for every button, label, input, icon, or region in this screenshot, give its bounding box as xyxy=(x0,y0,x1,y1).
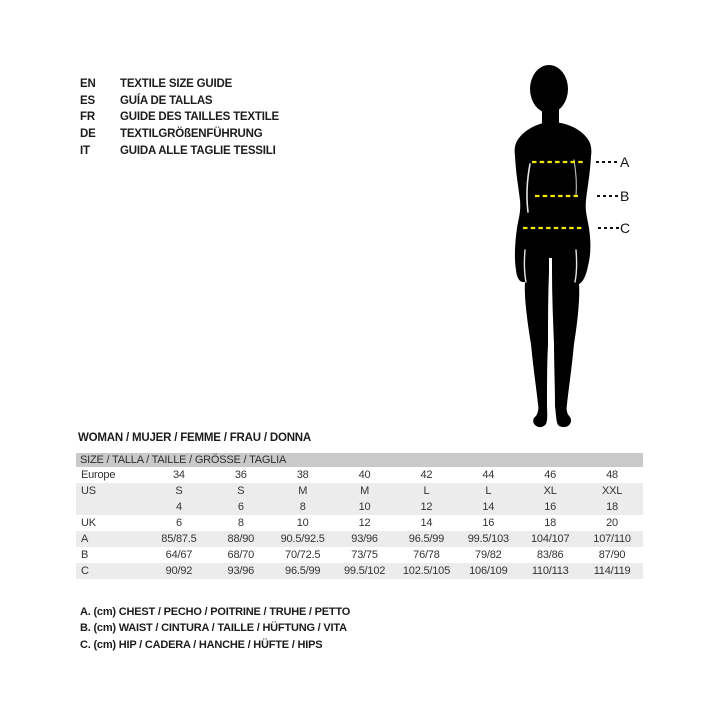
size-table-row xyxy=(76,515,643,531)
size-value: 10 xyxy=(358,501,371,513)
size-value: 96.5/99 xyxy=(408,533,445,545)
size-value: 46 xyxy=(544,469,557,481)
size-value: 16 xyxy=(482,517,495,529)
size-value: L xyxy=(485,485,492,497)
language-code: DE xyxy=(80,128,96,141)
size-value: S xyxy=(175,485,183,497)
size-value: 114/119 xyxy=(593,565,631,577)
size-value: 36 xyxy=(234,469,247,481)
legend-item: A. (cm) CHEST / PECHO / POITRINE / TRUHE / PETTO xyxy=(80,606,351,618)
language-code: ES xyxy=(80,94,95,107)
row-label: B xyxy=(81,549,89,561)
body-measurement-figure xyxy=(475,52,645,432)
size-value: 16 xyxy=(544,501,557,513)
size-table-body xyxy=(76,467,643,579)
size-value: 70/72.5 xyxy=(285,549,321,561)
language-label: TEXTILE SIZE GUIDE xyxy=(120,78,233,90)
size-value: 14 xyxy=(420,517,433,529)
size-value: 48 xyxy=(606,469,618,481)
size-value: 12 xyxy=(420,501,433,513)
language-code: IT xyxy=(80,144,90,157)
size-value: 73/75 xyxy=(351,549,378,561)
size-table-row xyxy=(76,499,643,515)
legend-item: B. (cm) WAIST / CINTURA / TAILLE / HÜFTUNG / VITA xyxy=(80,622,347,635)
measurement-legend xyxy=(80,604,350,653)
size-value: 6 xyxy=(175,517,182,529)
size-value: 34 xyxy=(173,469,185,481)
size-value: 42 xyxy=(420,469,433,481)
size-value: 90/92 xyxy=(165,565,193,577)
row-label: US xyxy=(81,485,96,497)
measure-label-b: B xyxy=(620,188,630,204)
size-value: 107/110 xyxy=(593,533,631,545)
size-value: S xyxy=(237,485,245,497)
language-row xyxy=(80,93,279,110)
size-value: 85/87.5 xyxy=(161,533,197,545)
silhouette-body xyxy=(515,122,592,427)
language-label: GUIDE DES TAILLES TEXTILE xyxy=(120,111,279,124)
language-row xyxy=(80,109,279,126)
language-label: GUÍA DE TALLAS xyxy=(120,94,213,107)
size-value: 20 xyxy=(606,517,618,529)
size-table xyxy=(76,453,643,579)
size-value: 110/113 xyxy=(531,565,569,577)
size-value: 93/96 xyxy=(351,533,378,545)
size-value: 14 xyxy=(482,501,495,513)
measure-label-a: A xyxy=(620,154,630,170)
size-value: 102.5/105 xyxy=(402,565,450,577)
size-value: 40 xyxy=(358,469,371,481)
size-value: 76/78 xyxy=(413,549,440,561)
row-label: C xyxy=(81,565,89,577)
size-table-header: SIZE / TALLA / TAILLE / GRÖSSE / TAGLIA xyxy=(76,453,643,467)
size-table-row xyxy=(76,563,643,579)
size-table-row xyxy=(76,531,643,547)
size-value: 79/82 xyxy=(475,549,502,561)
language-label: TEXTILGRÖßENFÜHRUNG xyxy=(120,128,263,141)
legend-item: C. (cm) HIP / CADERA / HANCHE / HÜFTE / HIPS xyxy=(80,638,323,651)
category-title: WOMAN / MUJER / FEMME / FRAU / DONNA xyxy=(78,432,312,444)
size-value: 18 xyxy=(606,501,618,513)
size-value: XL xyxy=(543,485,557,497)
measure-label-c: C xyxy=(620,220,631,236)
size-value: 6 xyxy=(237,501,244,513)
row-label: A xyxy=(81,533,89,545)
language-code: EN xyxy=(80,78,96,90)
size-table-row xyxy=(76,467,643,483)
size-value: 99.5/102 xyxy=(343,565,386,577)
language-guide xyxy=(80,76,279,160)
size-value: 83/86 xyxy=(536,549,564,561)
row-label: UK xyxy=(81,517,96,529)
size-value: 90.5/92.5 xyxy=(280,533,325,545)
size-value: XXL xyxy=(601,485,623,497)
size-value: M xyxy=(298,485,308,497)
size-value: L xyxy=(423,485,430,497)
size-value: 10 xyxy=(296,517,309,529)
size-value: 8 xyxy=(299,501,306,513)
size-value: 64/67 xyxy=(165,549,193,561)
size-value: 93/96 xyxy=(227,565,255,577)
size-value: 18 xyxy=(544,517,557,529)
size-value: 38 xyxy=(296,469,309,481)
size-value: 12 xyxy=(358,517,371,529)
size-value: 99.5/103 xyxy=(467,533,509,545)
size-value: 104/107 xyxy=(531,533,570,545)
row-label: Europe xyxy=(81,469,116,481)
language-row xyxy=(80,143,279,160)
size-value: 96.5/99 xyxy=(285,565,321,577)
size-value: 88/90 xyxy=(227,533,255,545)
size-value: 44 xyxy=(482,469,495,481)
size-table-row xyxy=(76,483,643,499)
size-value: 87/90 xyxy=(598,549,626,561)
size-value: 8 xyxy=(237,517,244,529)
size-value: 68/70 xyxy=(227,549,255,561)
language-row xyxy=(80,126,279,143)
language-label: GUIDA ALLE TAGLIE TESSILI xyxy=(120,144,276,157)
language-code: FR xyxy=(80,111,95,124)
size-value: 106/109 xyxy=(469,565,508,577)
row-label xyxy=(76,499,148,515)
size-value: 4 xyxy=(175,501,182,513)
language-row xyxy=(80,76,279,93)
woman-silhouette-illustration xyxy=(475,52,625,432)
size-table-row xyxy=(76,547,643,563)
size-value: M xyxy=(360,485,370,497)
